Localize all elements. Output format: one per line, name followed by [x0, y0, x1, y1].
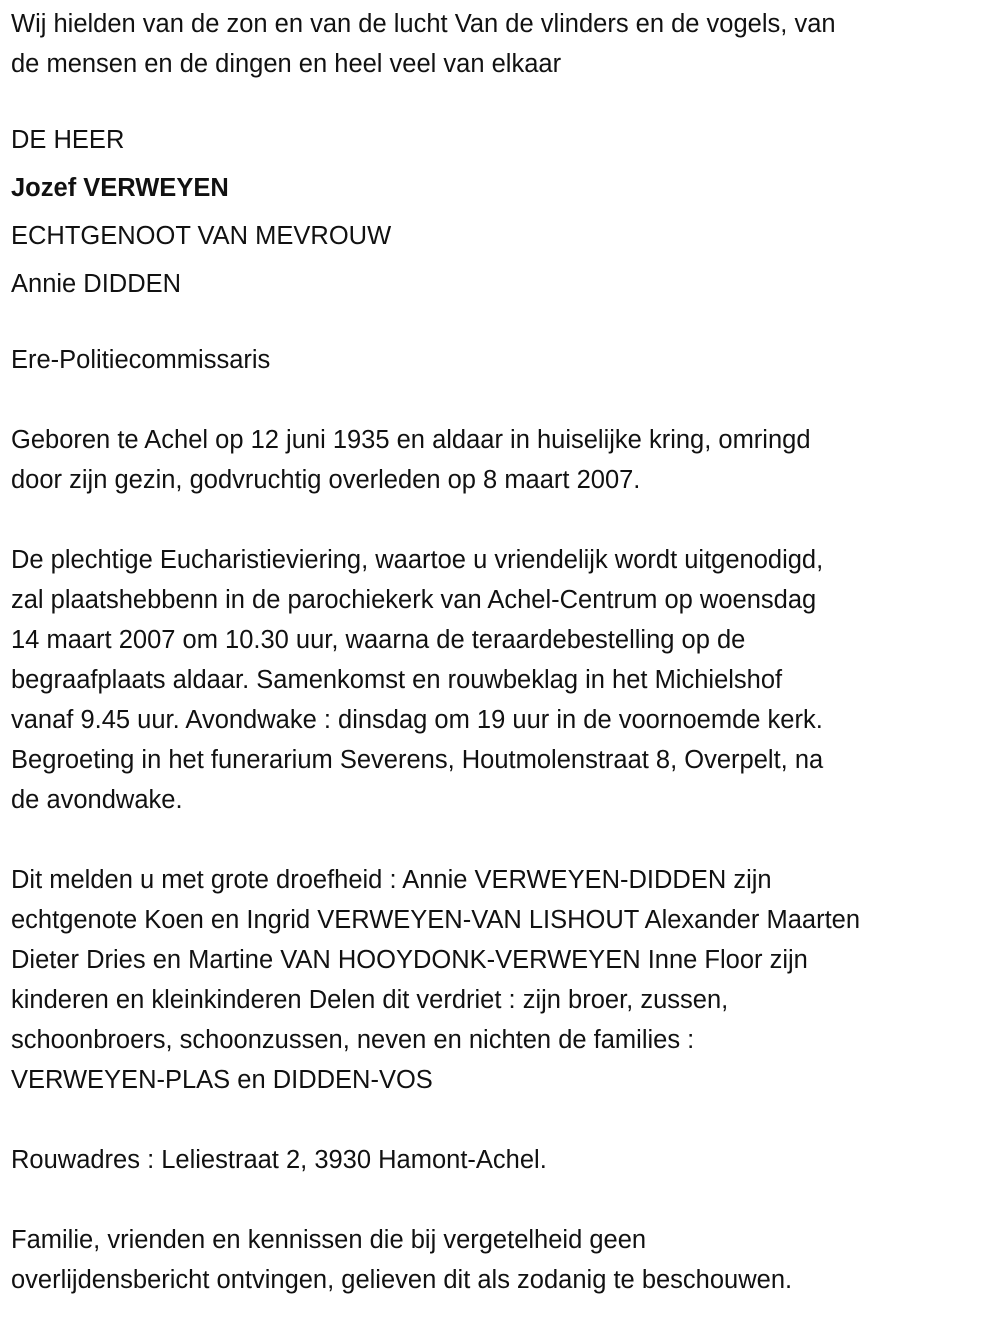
birth-death-paragraph [11, 420, 1000, 500]
text-line: de mensen en de dingen en heel veel van elkaar [11, 50, 562, 78]
closing-paragraph [11, 1220, 1000, 1300]
text-line: Wij hielden van de zon en van de lucht Van de vlinders en de vogels, van [11, 10, 836, 38]
name-block [11, 116, 1000, 308]
family-paragraph [11, 860, 1000, 1100]
text-line: schoonbroers, schoonzussen, neven en nichten de families : [11, 1026, 695, 1054]
text-line: 14 maart 2007 om 10.30 uur, waarna de teraardebestelling op de [11, 626, 746, 654]
text-line: Geboren te Achel op 12 juni 1935 en aldaar in huiselijke kring, omringd [11, 426, 811, 454]
text-line: overlijdensbericht ontvingen, gelieven dit als zodanig te beschouwen. [11, 1266, 793, 1294]
text-line: zal plaatshebbenn in de parochiekerk van Achel-Centrum op woensdag [11, 586, 817, 614]
title-line: DE HEER [11, 126, 125, 154]
text-line: de avondwake. [11, 786, 183, 814]
text-line: Dit melden u met grote droefheid : Annie VERWEYEN-DIDDEN zijn [11, 866, 772, 894]
text-line: Begroeting in het funerarium Severens, Houtmolenstraat 8, Overpelt, na [11, 746, 824, 774]
text-line: kinderen en kleinkinderen Delen dit verdriet : zijn broer, zussen, [11, 986, 729, 1014]
text-line: VERWEYEN-PLAS en DIDDEN-VOS [11, 1066, 433, 1094]
text-line: Familie, vrienden en kennissen die bij vergetelheid geen [11, 1226, 647, 1254]
text-line: door zijn gezin, godvruchtig overleden op 8 maart 2007. [11, 466, 641, 494]
poem-paragraph [11, 4, 1000, 84]
text-line: Dieter Dries en Martine VAN HOOYDONK-VERWEYEN Inne Floor zijn [11, 946, 808, 974]
text-line: vanaf 9.45 uur. Avondwake : dinsdag om 19 uur in de voornoemde kerk. [11, 706, 823, 734]
mourning-address: Rouwadres : Leliestraat 2, 3930 Hamont-Achel. [11, 1146, 547, 1174]
deceased-name: Jozef VERWEYEN [11, 174, 229, 202]
text-line: echtgenote Koen en Ingrid VERWEYEN-VAN LISHOUT Alexander Maarten [11, 906, 861, 934]
spouse-name: Annie DIDDEN [11, 270, 182, 298]
honorific: Ere-Politiecommissaris [11, 346, 271, 374]
spouse-label: ECHTGENOOT VAN MEVROUW [11, 222, 392, 250]
text-line: begraafplaats aldaar. Samenkomst en rouwbeklag in het Michielshof [11, 666, 783, 694]
ceremony-paragraph [11, 540, 1000, 820]
text-line: De plechtige Eucharistieviering, waartoe u vriendelijk wordt uitgenodigd, [11, 546, 824, 574]
